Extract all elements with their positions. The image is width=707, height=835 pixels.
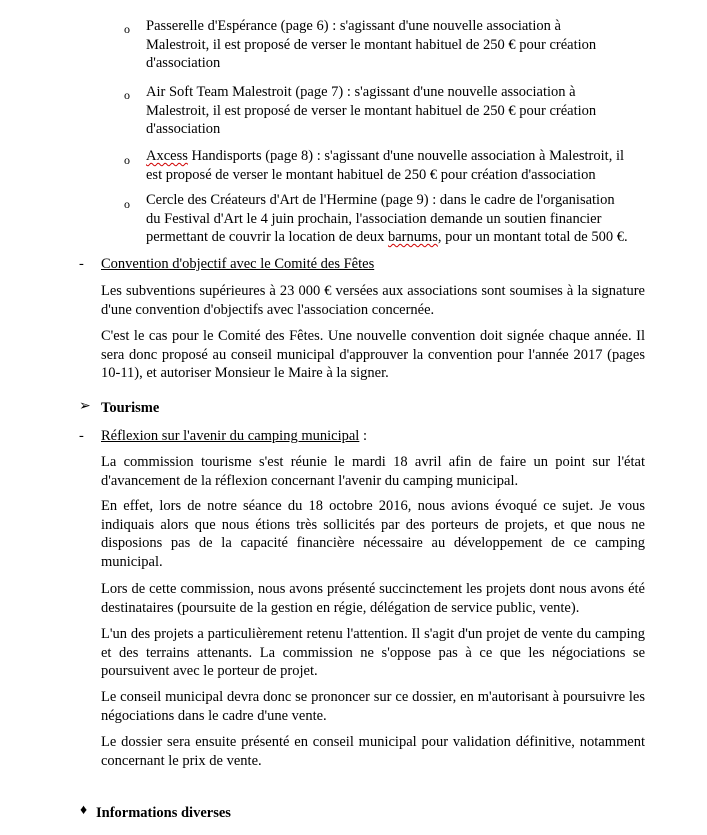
list-item-text: Handisports (page 8) : s'agissant d'une nouvelle association à Malestroit, il xyxy=(187,148,624,164)
camping-paragraph-4: L'un des projets a particulièrement retenu l'attention. Il s'agit d'un projet de vente du camping et des terrains attenants. La commission ne s'oppose pas à ce que les négociations se poursuivent avec le porteur de projet. xyxy=(101,626,645,679)
list-item-line: Air Soft Team Malestroit (page 7) : s'agissant d'une nouvelle association à xyxy=(146,84,576,100)
list-item-line xyxy=(146,228,645,247)
list-bullet: o xyxy=(124,88,130,102)
camping-paragraph-6: Le dossier sera ensuite présenté en conseil municipal pour validation définitive, notamment concernant le prix de vente. xyxy=(101,734,645,769)
list-item-line: est proposé de verser le montant habituel de 250 € pour création d'association xyxy=(146,166,596,183)
convention-paragraph-1: Les subventions supérieures à 23 000 € versées aux associations sont soumises à la signature d'une convention d'objectifs avec l'association concernée. xyxy=(101,283,645,318)
list-item-line: Malestroit, il est proposé de verser le montant habituel de 250 € pour création xyxy=(146,102,597,119)
list-bullet: o xyxy=(124,197,130,211)
spellcheck-word: barnums xyxy=(387,229,438,245)
camping-paragraph-5: Le conseil municipal devra donc se prononcer sur ce dossier, en m'autorisant à poursuivre les négociations dans le cadre d'une vente. xyxy=(101,689,645,724)
convention-paragraph-2: C'est le cas pour le Comité des Fêtes. Une nouvelle convention doit signée chaque année. Il sera donc proposé au conseil municipal d'approuver la convention pour l'année 2017 (pages 10-11), et autoriser Monsieur le Maire à la signer. xyxy=(101,328,645,381)
list-bullet: o xyxy=(124,153,130,167)
camping-heading-text: Réflexion sur l'avenir du camping municipal xyxy=(101,428,360,444)
list-item-line: d'association xyxy=(146,121,221,137)
list-item-line: Cercle des Créateurs d'Art de l'Hermine (page 9) : dans le cadre de l'organisation xyxy=(146,192,615,208)
camping-heading xyxy=(101,427,367,446)
camping-paragraph-1: La commission tourisme s'est réunie le mardi 18 avril afin de faire un point sur l'état d'avancement de la réflexion concernant l'avenir du camping municipal. xyxy=(101,454,645,489)
spellcheck-word: Axcess xyxy=(146,148,188,164)
section-heading-informations: Informations diverses xyxy=(96,805,231,821)
camping-paragraph-3: Lors de cette commission, nous avons présenté succinctement les projets dont nous avons été destinataires (poursuite de la gestion en régie, délégation de service public, vente). xyxy=(101,581,645,616)
camping-paragraph-2: En effet, lors de notre séance du 18 octobre 2016, nous avions évoqué ce sujet. Je vous indiquais alors que nous étions très sollicités par des porteurs de projets, et que nous ne disposions pas de la capacité financière nécessaire au développement de ce camping municipal. xyxy=(101,498,645,570)
list-bullet: o xyxy=(124,22,130,36)
section-heading-tourisme: Tourisme xyxy=(101,400,160,416)
list-item-airsoft xyxy=(146,83,645,139)
list-item-line: du Festival d'Art le 4 juin prochain, l'association demande un soutien financier xyxy=(146,210,602,227)
arrow-bullet-icon: ➢ xyxy=(79,399,91,414)
diamond-bullet-icon: ♦ xyxy=(80,803,88,818)
camping-heading-suffix: : xyxy=(359,428,367,444)
list-item-line: d'association xyxy=(146,55,221,71)
section-dash: - xyxy=(79,428,84,444)
list-item-text: permettant de couvrir la location de deux xyxy=(146,229,388,245)
list-item-line: Malestroit, il est proposé de verser le montant habituel de 250 € pour création xyxy=(146,36,597,53)
convention-heading: Convention d'objectif avec le Comité des Fêtes xyxy=(101,256,375,272)
list-item-line xyxy=(146,147,645,166)
list-item-axcess xyxy=(146,147,645,184)
list-item-text: , pour un montant total de 500 €. xyxy=(437,229,628,245)
list-item-cercle xyxy=(146,191,645,247)
section-dash: - xyxy=(79,256,84,272)
list-item-line: Passerelle d'Espérance (page 6) : s'agissant d'une nouvelle association à xyxy=(146,18,561,34)
list-item-passerelle xyxy=(146,17,645,73)
